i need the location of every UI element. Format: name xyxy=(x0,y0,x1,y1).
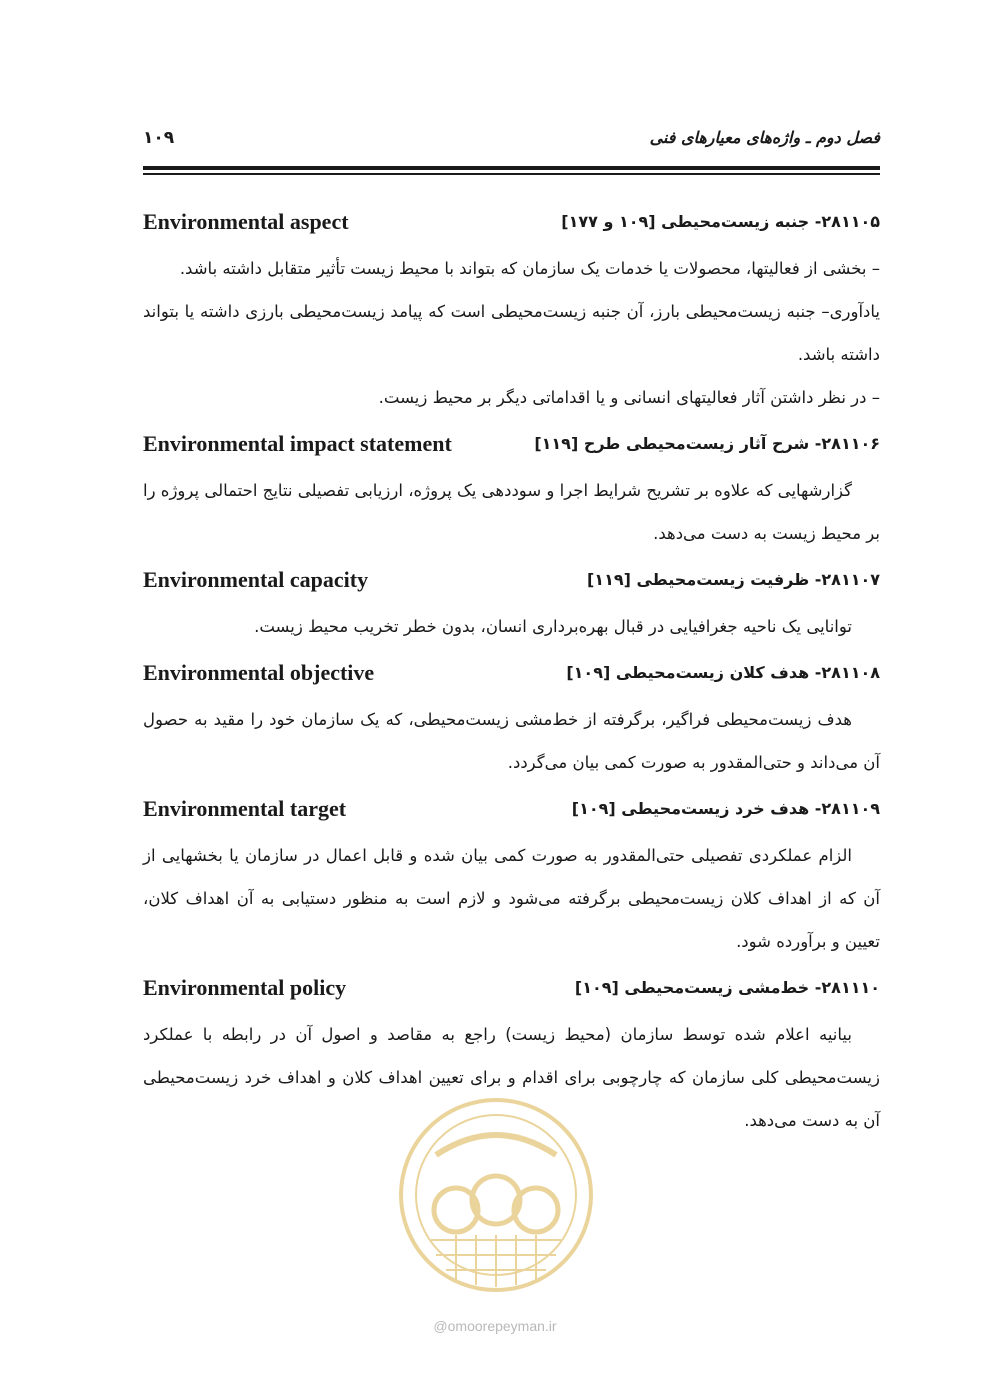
page-number: ۱۰۹ xyxy=(143,128,175,148)
term-persian: ۲۸۱۱۰۹- هدف خرد زیست‌محیطی [۱۰۹] xyxy=(571,799,880,818)
term-persian: ۲۸۱۱۰۷- ظرفیت زیست‌محیطی [۱۱۹] xyxy=(586,570,880,589)
watermark-text: @omoorepeyman.ir xyxy=(433,1318,557,1334)
entry-heading xyxy=(143,658,880,698)
entry-heading xyxy=(143,794,880,834)
term-english: Environmental objective xyxy=(143,660,375,685)
term-persian: ۲۸۱۱۰۸- هدف کلان زیست‌محیطی [۱۰۹] xyxy=(566,663,880,682)
term-english: Environmental policy xyxy=(143,975,347,1000)
watermark-seal-icon xyxy=(396,1095,596,1295)
term-persian: ۲۸۱۱۰۶- شرح آثار زیست‌محیطی طرح [۱۱۹] xyxy=(534,434,880,453)
chapter-title: فصل دوم ـ واژه‌های معیارهای فنی xyxy=(649,128,880,147)
term-english: Environmental impact statement xyxy=(143,431,452,456)
definition-paragraph: توانایی یک ناحیه جغرافیایی در قبال بهره‌برداری انسان، بدون خطر تخریب محیط زیست. xyxy=(254,617,852,636)
term-persian: ۲۸۱۱۰۵- جنبه زیست‌محیطی [۱۰۹ و ۱۷۷] xyxy=(561,212,880,231)
entry-heading xyxy=(143,207,880,247)
glossary-entry xyxy=(143,429,880,555)
definition-paragraph: – بخشی از فعالیتها، محصولات یا خدمات یک سازمان که بتواند با محیط زیست تأثیر متقابل داشته باشد. xyxy=(179,259,880,278)
entry-heading xyxy=(143,565,880,605)
entry-heading xyxy=(143,973,880,1013)
header-rule-thin xyxy=(143,173,880,175)
note-paragraph: یادآوری– جنبه زیست‌محیطی بارز، آن جنبه زیست‌محیطی است که پیامد زیست‌محیطی بارزی داشته یا بتواند داشته باشد. xyxy=(143,302,880,364)
glossary-entry xyxy=(143,658,880,784)
definition-paragraph: گزارشهایی که علاوه بر تشریح شرایط اجرا و سوددهی یک پروژه، ارزیابی تفصیلی نتایج احتمالی پروژه را بر محیط زیست به دست می‌دهد. xyxy=(143,481,880,543)
glossary-entries xyxy=(143,207,880,1152)
definition-paragraph: – در نظر داشتن آثار فعالیتهای انسانی و یا اقداماتی دیگر بر محیط زیست. xyxy=(378,388,880,407)
definition-paragraph: بیانیه اعلام شده توسط سازمان (محیط زیست) راجع به مقاصد و اصول آن در رابطه با عملکرد زیست‌محیطی کلی سازمان که چارچوبی برای اقدام و برای تعیین اهداف کلان و اهداف خرد زیست‌محیطی آن به دست می‌دهد. xyxy=(143,1025,880,1130)
glossary-entry xyxy=(143,207,880,419)
term-english: Environmental target xyxy=(143,796,347,821)
glossary-entry xyxy=(143,794,880,963)
term-english: Environmental capacity xyxy=(143,567,369,592)
glossary-entry xyxy=(143,565,880,648)
page-header xyxy=(143,128,880,158)
term-persian: ۲۸۱۱۱۰- خط‌مشی زیست‌محیطی [۱۰۹] xyxy=(574,978,880,997)
header-rule-thick xyxy=(143,166,880,170)
definition-paragraph: هدف زیست‌محیطی فراگیر، برگرفته از خط‌مشی زیست‌محیطی، که یک سازمان خود را مقید به حصول آن می‌داند و حتی‌المقدور به صورت کمی بیان می‌گردد. xyxy=(143,710,880,772)
term-english: Environmental aspect xyxy=(143,209,349,234)
entry-heading xyxy=(143,429,880,469)
definition-paragraph: الزام عملکردی تفصیلی حتی‌المقدور به صورت کمی بیان شده و قابل اعمال در سازمان یا بخشهایی از آن که از اهداف کلان زیست‌محیطی برگرفته می‌شود و لازم است به منظور دستیابی به آن اهداف کلان، تعیین و برآورده شود. xyxy=(143,846,880,951)
